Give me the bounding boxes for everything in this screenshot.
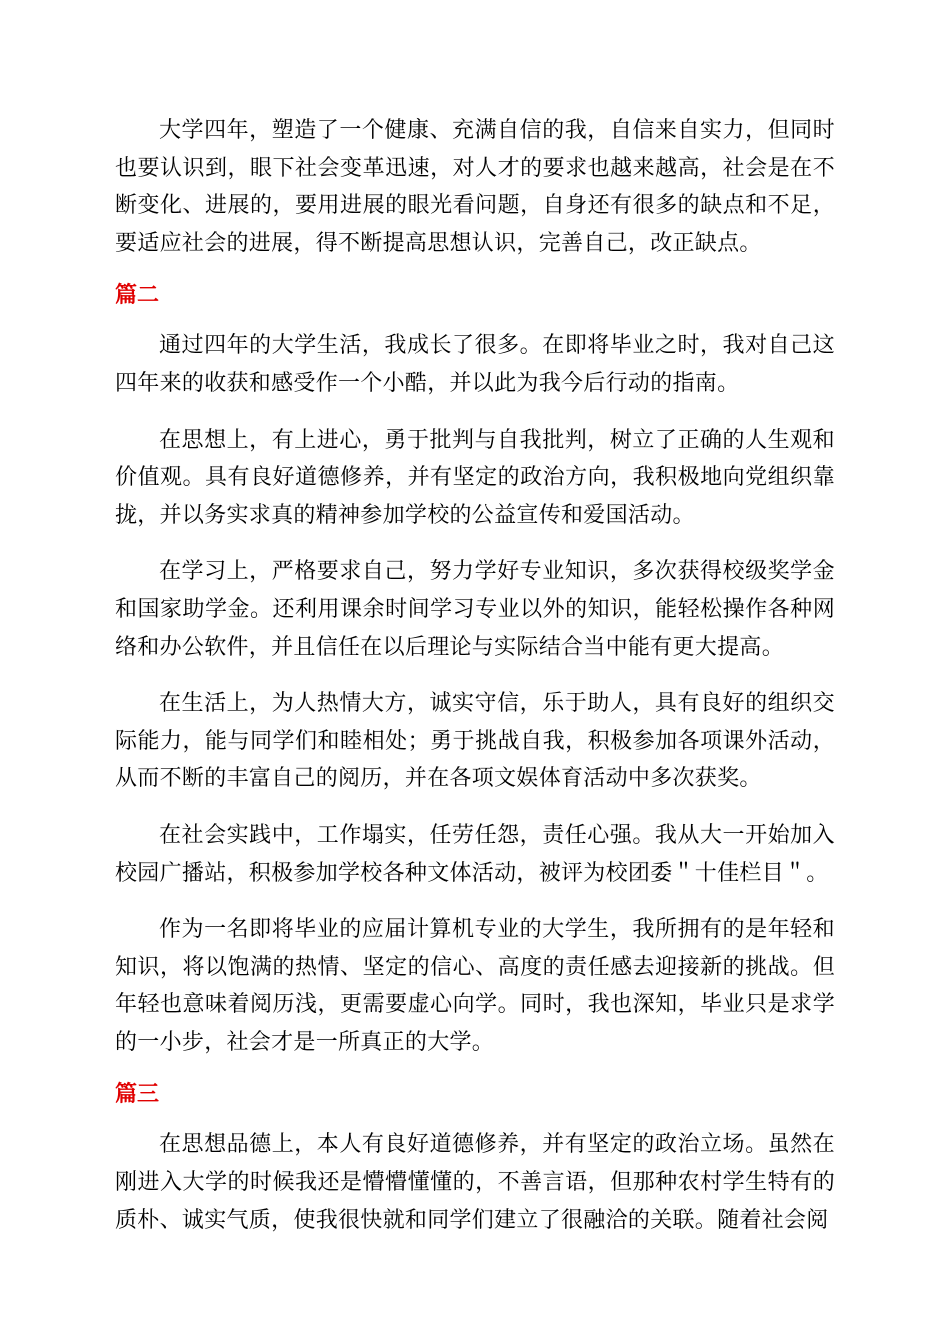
paragraph: 大学四年，塑造了一个健康、充满自信的我，自信来自实力，但同时也要认识到，眼下社会变革迅速，对人才的要求也越来越高，社会是在不断变化、进展的，要用进展的眼光看问题，自身还有很多的缺点和不足，要适应社会的进展，得不断提高思想认识，完善自己，改正缺点。 <box>115 118 835 256</box>
paragraph: 在思想上，有上进心，勇于批判与自我批判，树立了正确的人生观和价值观。具有良好道德修养，并有坚定的政治方向，我积极地向党组织靠拢，并以务实求真的精神参加学校的公益宣传和爱国活动。 <box>115 427 835 528</box>
paragraph: 在学习上，严格要求自己，努力学好专业知识，多次获得校级奖学金和国家助学金。还利用课余时间学习专业以外的知识，能轻松操作各种网络和办公软件，并且信任在以后理论与实际结合当中能有更大提高。 <box>115 559 835 660</box>
section-heading-3: 篇三 <box>115 1082 160 1108</box>
paragraph: 作为一名即将毕业的应届计算机专业的大学生，我所拥有的是年轻和知识，将以饱满的热情、坚定的信心、高度的责任感去迎接新的挑战。但年轻也意味着阅历浅，更需要虚心向学。同时，我也深知，毕业只是求学的一小步，社会才是一所真正的大学。 <box>115 917 835 1055</box>
paragraph: 在生活上，为人热情大方，诚实守信，乐于助人，具有良好的组织交际能力，能与同学们和睦相处；勇于挑战自我，积极参加各项课外活动，从而不断的丰富自己的阅历，并在各项文娱体育活动中多次获奖。 <box>115 691 835 792</box>
section-heading-2: 篇二 <box>115 283 160 309</box>
document-body <box>115 112 835 1258</box>
paragraph: 在思想品德上，本人有良好道德修养，并有坚定的政治立场。虽然在刚进入大学的时候我还是懵懵懂懂的，不善言语，但那种农村学生特有的质朴、诚实气质，使我很快就和同学们建立了很融洽的关联。随着社会阅 <box>115 1132 835 1233</box>
paragraph: 在社会实践中，工作塌实，任劳任怨，责任心强。我从大一开始加入校园广播站，积极参加学校各种文体活动，被评为校团委＂十佳栏目＂。 <box>115 822 835 886</box>
paragraph: 通过四年的大学生活，我成长了很多。在即将毕业之时，我对自己这四年来的收获和感受作一个小酷，并以此为我今后行动的指南。 <box>115 333 835 396</box>
